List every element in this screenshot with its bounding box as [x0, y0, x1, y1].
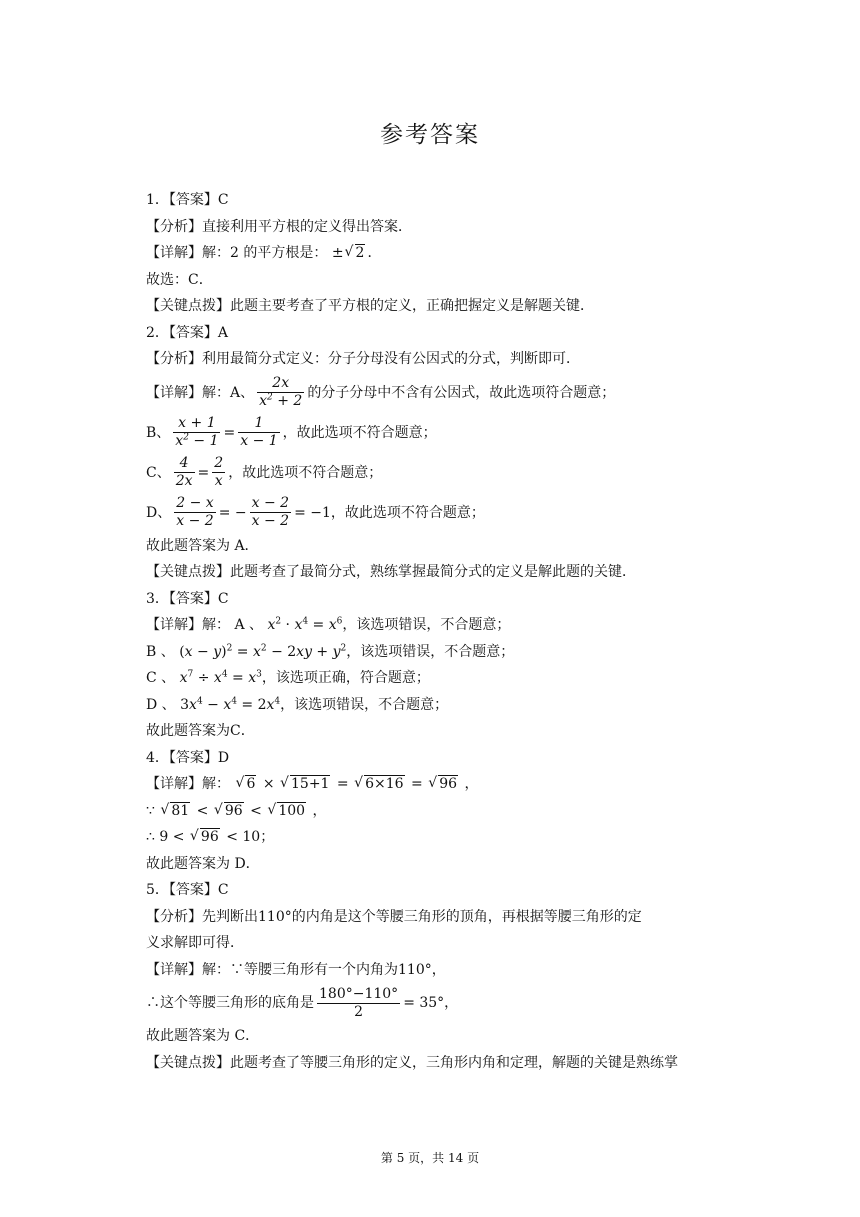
q2-answer: 2．【答案】A [146, 324, 229, 341]
q2-analysis: 【分析】利用最简分式定义：分子分母没有公因式的分式，判断即可． [146, 351, 580, 367]
q4-conclusion: 故此题答案为 D． [146, 855, 260, 872]
q1-detail: 【详解】解：2 的平方根是： ±√ 2 ． [146, 240, 746, 267]
q3-answer: 3．【答案】C [146, 590, 229, 607]
q1-choice: 故选：C． [146, 271, 213, 288]
q3-detail-a: 【详解】解： A 、 $x^2 \cdot x^4 = x^6$，该选项错误，不合题意； [146, 616, 511, 633]
q4-answer: 4．【答案】D [146, 749, 230, 766]
q5-key: 【关键点拨】此题考查了等腰三角形的定义，三角形内角和定理，解题的关键是熟练掌 [146, 1054, 678, 1071]
q2-detail-d: D、 $\frac{2 - x}{x - 2}$ = − $\frac{x - 2}{x - 2}$ = −1，故此选项不符合题意； [146, 495, 485, 529]
q4-because: ∵ √ 81 < √ 96 < √ 100 ， [146, 798, 746, 825]
q2-conclusion: 故此题答案为 A． [146, 537, 259, 554]
page-title: 参考答案 [380, 122, 480, 148]
q4-therefore: ∴ 9 < √ 96 < 10； [146, 824, 746, 851]
q5-base-angle: ∴这个等腰三角形的底角是 $\frac{180^\circ-110^\circ}{2}$ = 35°， [146, 985, 459, 1020]
q1-analysis: 【分析】直接利用平方根的定义得出答案． [146, 218, 412, 235]
answer-content [146, 187, 746, 1076]
q3-detail-c: C 、 $x^7 \div x^4 = x^3$，该选项正确，符合题意； [146, 669, 430, 686]
fraction-angle: $\frac{180^\circ-110^\circ}{2}$ [319, 985, 399, 1020]
q5-conclusion: 故此题答案为 C． [146, 1028, 260, 1044]
page-footer: 第 5 页，共 14 页 [380, 1151, 480, 1165]
q4-detail: 【详解】解： √ 6 × √ 15+1 = √ 6×16 = √ 96 ， [146, 771, 746, 798]
q5-answer: 5．【答案】C [146, 882, 229, 898]
q2-detail-c: C、 $\frac{4}{2x}$ = $\frac{2}{x}$ ，故此选项不符合题意； [146, 455, 383, 489]
q5-detail: 【详解】解：∵等腰三角形有一个内角为110°， [146, 961, 446, 978]
q1-key: 【关键点拨】此题主要考查了平方根的定义，正确把握定义是解题关键． [146, 298, 594, 314]
q2-key: 【关键点拨】此题考查了最简分式，熟练掌握最简分式的定义是解此题的关键． [146, 564, 636, 580]
q5-analysis-2: 义求解即可得． [146, 935, 244, 951]
q3-conclusion: 故此题答案为C． [146, 723, 255, 739]
q2-detail-a: 【详解】解：A、 $\frac{2x}{x^2 + 2}$ 的分子分母中不含有公因式，故此选项符合题意； [146, 375, 616, 409]
fraction-2x: $\frac{2x}{x^2 + 2}$ [259, 375, 303, 409]
q1-answer: 1．【答案】C [146, 192, 229, 208]
q3-detail-b: B 、 $(x - y)^2 = x^2 - 2xy + y^2$，该选项错误，不合题意； [146, 642, 515, 660]
q5-analysis-1: 【分析】先判断出110°的内角是这个等腰三角形的顶角，再根据等腰三角形的定 [146, 908, 642, 925]
q2-detail-b: B、 $\frac{x + 1}{x^2 - 1}$ = $\frac{1}{x - 1}$ ，故此选项不符合题意； [146, 415, 437, 449]
q1-math: ±√ 2 ． [332, 245, 382, 261]
q3-detail-d: D 、 $3x^4 - x^4 = 2x^4$，该选项错误，不合题意； [146, 695, 449, 713]
